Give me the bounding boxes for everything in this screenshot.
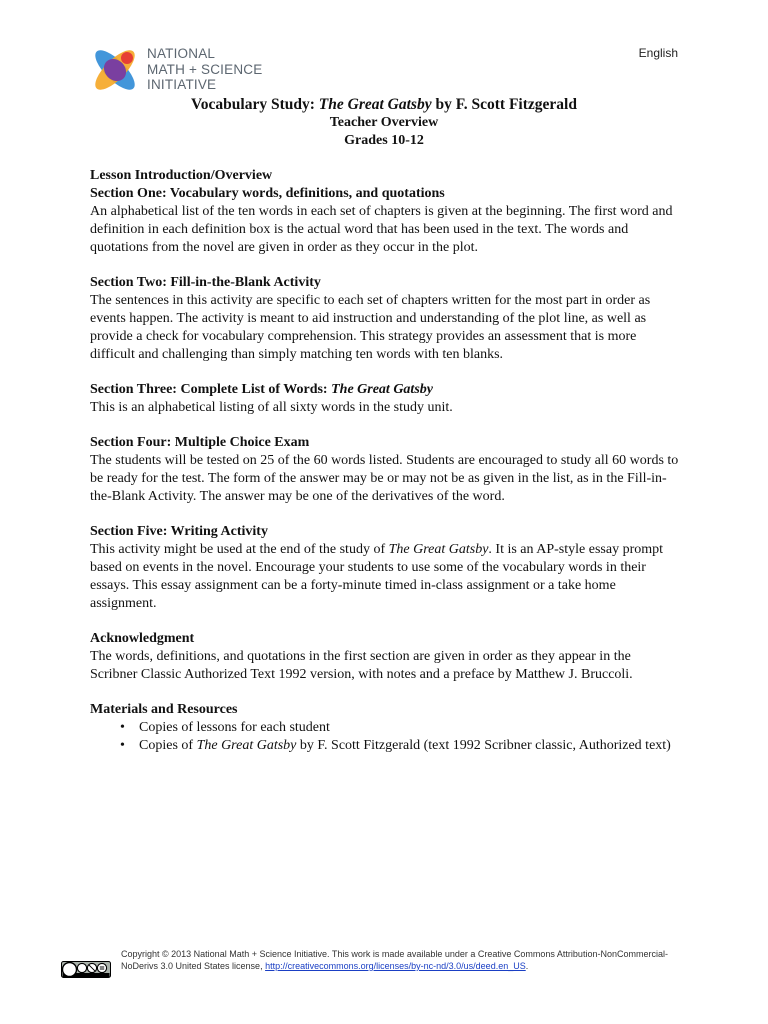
materials-heading: Materials and Resources	[90, 702, 238, 717]
section-four-heading: Section Four: Multiple Choice Exam	[90, 435, 310, 450]
section-one-body: An alphabetical list of the ten words in each set of chapters is given at the beginning. The first word and definition in each definition box is the actual word that has been used in the text. The words and quotations from the novel are given in order as they occur in the plot.	[90, 204, 673, 255]
section-one-heading: Section One: Vocabulary words, definitions, and quotations	[90, 186, 445, 201]
document-title	[0, 96, 768, 114]
acknowledgment-body: The words, definitions, and quotations in the first section are given in order as they appear in the Scribner Classic Authorized Text 1992 version, with notes and a preface by Matthew J. Bruccoli.	[90, 649, 633, 682]
section-three-heading-prefix: Section Three: Complete List of Words:	[90, 382, 332, 397]
creative-commons-badge-icon	[61, 961, 111, 978]
section-two-heading: Section Two: Fill-in-the-Blank Activity	[90, 275, 321, 290]
document-subtitle: Teacher Overview	[329, 115, 439, 130]
page-footer	[61, 948, 681, 982]
section-five-body-book: The Great Gatsby	[388, 542, 489, 557]
material-2-book: The Great Gatsby	[196, 738, 297, 753]
nmsi-logo	[89, 44, 269, 96]
material-2-post: by F. Scott Fitzgerald (text 1992 Scribner classic, Authorized text)	[296, 738, 671, 753]
copyright-trailing: .	[525, 961, 529, 971]
language-label: English	[638, 46, 678, 60]
intro-heading: Lesson Introduction/Overview	[90, 168, 273, 183]
section-five-body	[90, 541, 680, 613]
nmsi-logo-mark-icon	[89, 44, 141, 96]
material-2-pre: Copies of	[139, 738, 197, 753]
title-book: The Great Gatsby	[318, 96, 432, 113]
section-five-heading: Section Five: Writing Activity	[90, 524, 268, 539]
title-suffix: by F. Scott Fitzgerald	[431, 96, 577, 113]
section-three-heading	[90, 381, 680, 399]
logo-text	[147, 46, 262, 93]
logo-line-1: NATIONAL	[147, 46, 216, 61]
grade-level: Grades 10-12	[344, 133, 424, 148]
title-prefix: Vocabulary Study:	[191, 96, 319, 113]
copyright-notice	[121, 948, 681, 972]
document-body	[90, 167, 680, 755]
copyright-text: Copyright © 2013 National Math + Science Initiative. This work is made available under a Creative Commons Attribution-NonCommercial-NoDerivs 3.0 United States license,	[121, 949, 668, 971]
section-three-body: This is an alphabetical listing of all sixty words in the study unit.	[90, 400, 453, 415]
section-five-body-pre: This activity might be used at the end of the study of	[90, 542, 389, 557]
list-item	[120, 737, 680, 755]
logo-line-3: INITIATIVE	[147, 77, 217, 92]
section-three-heading-book: The Great Gatsby	[331, 382, 433, 397]
document-heading	[0, 96, 768, 150]
license-link[interactable]: http://creativecommons.org/licenses/by-nc-nd/3.0/us/deed.en_US	[265, 961, 526, 971]
acknowledgment-heading: Acknowledgment	[90, 631, 195, 646]
logo-line-2: MATH + SCIENCE	[147, 61, 263, 77]
section-two-body: The sentences in this activity are specific to each set of chapters written for the most part in order as events happen. The activity is meant to aid instruction and understanding of the plot line, as well as provide a check for vocabulary comprehension. This strategy provides an assessment that is more difficult and challenging than simply matching ten words with ten blanks.	[90, 293, 651, 362]
materials-list	[90, 719, 680, 755]
section-four-body: The students will be tested on 25 of the 60 words listed. Students are encouraged to study all 60 words to be ready for the test. The form of the answer may be or may not be as given in the list, as in the Fill-in-the-Blank Activity. The answer may be one of the derivatives of the word.	[90, 453, 679, 504]
list-item: • Copies of lessons for each student	[120, 719, 680, 737]
section-five-body-post: . It is an AP-style essay prompt based on events in the novel. Encourage your students to use some of the vocabulary words in their essays. This essay assignment can be a forty-minute timed in-class assignment or a take home assignment.	[90, 542, 664, 611]
